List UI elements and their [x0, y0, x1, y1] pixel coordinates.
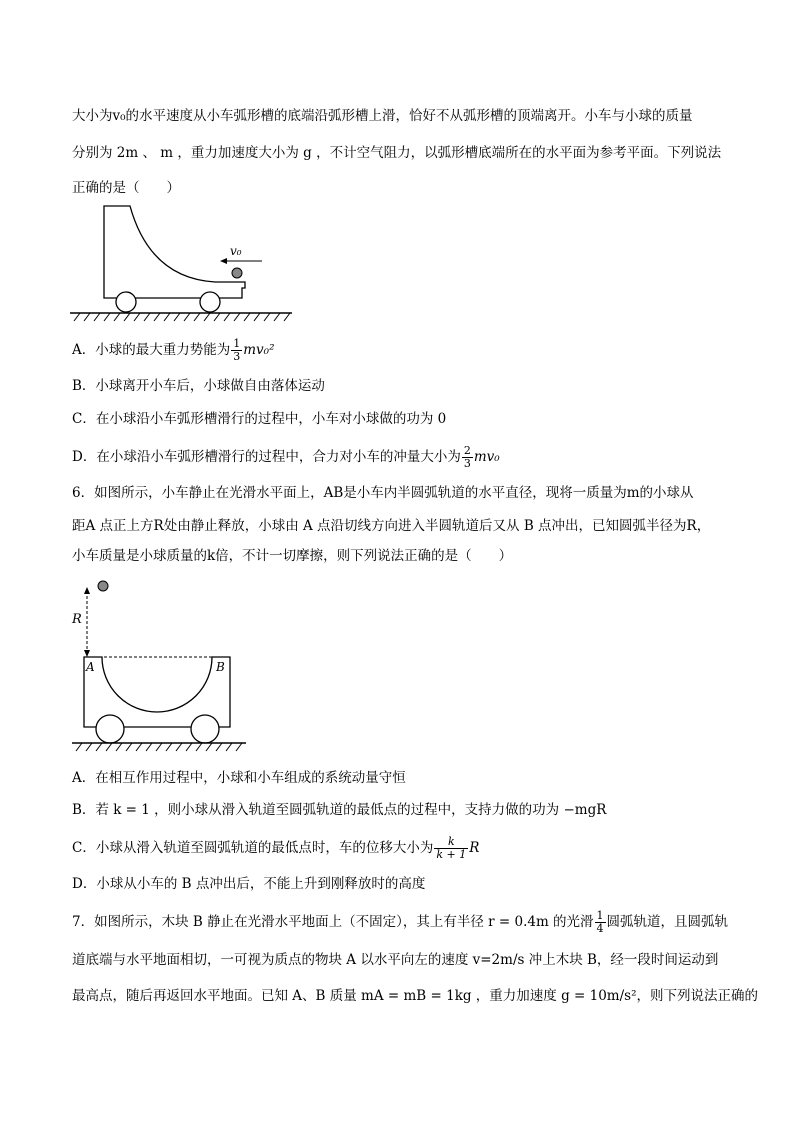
q6-option-a: A．在相互作用过程中，小球和小车组成的系统动量守恒 — [72, 770, 406, 786]
cart-body — [104, 206, 245, 298]
q7-stem-line-1-pre: 7．如图所示，木块 B 静止在光滑水平地面上（不固定），其上有半径 r = 0.4m 的光滑 — [72, 914, 594, 930]
q5-option-d-expression: mv₀ — [473, 449, 500, 465]
q7-stem-line-1 — [72, 910, 728, 935]
fraction-numerator: 1 — [596, 909, 604, 922]
ball — [98, 581, 108, 591]
fraction-numerator: k — [434, 836, 468, 849]
q5-option-a-text: A．小球的最大重力势能为 — [72, 342, 231, 358]
fraction-denominator: k + 1 — [436, 848, 467, 861]
q6-option-c-text: C．小球从滑入轨道至圆弧轨道的最低点时，车的位移大小为 — [72, 840, 434, 856]
r-label: R — [72, 612, 82, 627]
cart-wheel-left — [116, 292, 136, 312]
arrowhead-down — [84, 650, 90, 657]
ball — [232, 268, 242, 278]
cart-wheel-right — [191, 715, 219, 743]
v0-label: v₀ — [230, 244, 242, 258]
q5-option-a-fraction — [231, 338, 242, 363]
fraction-denominator: 3 — [233, 350, 241, 363]
velocity-arrowhead — [220, 258, 227, 264]
arrowhead-up — [84, 587, 90, 594]
q5-option-d — [72, 445, 500, 470]
q5-option-b: B．小球离开小车后，小球做自由落体运动 — [72, 378, 325, 394]
label-a: A — [86, 660, 95, 674]
q7-stem-line-1-post: 圆弧轨道，且圆弧轨 — [606, 914, 729, 930]
cart-wheel-left — [96, 715, 124, 743]
q5-option-a — [72, 338, 275, 363]
label-b: B — [216, 660, 225, 674]
q7-quarter-fraction — [595, 910, 606, 935]
ground-hatch — [74, 313, 290, 321]
q5-intro-line-3: 正确的是（ ） — [72, 180, 180, 196]
q5-option-c: C．在小球沿小车弧形槽滑行的过程中，小车对小球做的功为 0 — [72, 411, 447, 427]
q6-option-c-fraction — [434, 836, 468, 861]
q6-stem-line-2: 距A 点正上方R处由静止释放，小球由 A 点沿切线方向进入半圆轨道后又从 B 点冲出，已知圆弧半径为R， — [72, 518, 711, 534]
q6-option-b: B．若 k = 1 ，则小球从滑入轨道至圆弧轨道的最低点的过程中，支持力做的功为 −mgR — [72, 802, 607, 818]
q6-option-d: D．小球从小车的 B 点冲出后，不能上升到刚释放时的高度 — [72, 876, 426, 892]
q6-cart-figure — [70, 575, 260, 755]
q7-stem-line-3: 最高点，随后再返回水平地面。已知 A、B 质量 mA = mB = 1kg ，重力加速度 g = 10m/s²，则下列说法正确的 — [72, 988, 759, 1004]
q6-option-c-expression: R — [469, 840, 480, 856]
fraction-numerator: 1 — [233, 337, 241, 350]
q5-cart-figure — [70, 200, 300, 325]
q6-stem-line-1: 6．如图所示，小车静止在光滑水平面上，AB是小车内半圆弧轨道的水平直径，现将一质量为m的小球从 — [72, 485, 694, 501]
fraction-denominator: 4 — [596, 922, 604, 935]
q5-intro-line-1: 大小为v₀的水平速度从小车弧形槽的底端沿弧形槽上滑，恰好不从弧形槽的顶端离开。小车与小球的质量 — [72, 108, 693, 124]
cart-wheel-right — [200, 292, 220, 312]
fraction-numerator: 2 — [463, 444, 471, 457]
q5-intro-line-2: 分别为 2m 、 m ，重力加速度大小为 g ，不计空气阻力，以弧形槽底端所在的水平面为参考平面。下列说法 — [72, 145, 722, 161]
q5-option-d-text: D．在小球沿小车弧形槽滑行的过程中，合力对小车的冲量大小为 — [72, 449, 461, 465]
q6-option-c — [72, 836, 479, 861]
fraction-denominator: 3 — [463, 457, 471, 470]
q5-option-a-expression: mv₀² — [243, 342, 275, 358]
q5-option-d-fraction — [462, 445, 473, 470]
q7-stem-line-2: 道底端与水平地面相切，一可视为质点的物块 A 以水平向左的速度 v=2m/s 冲上木块 B，经一段时间运动到 — [72, 952, 719, 968]
q6-stem-line-3: 小车质量是小球质量的k倍，不计一切摩擦，则下列说法正确的是（ ） — [72, 548, 513, 564]
ground-hatch — [76, 743, 242, 751]
